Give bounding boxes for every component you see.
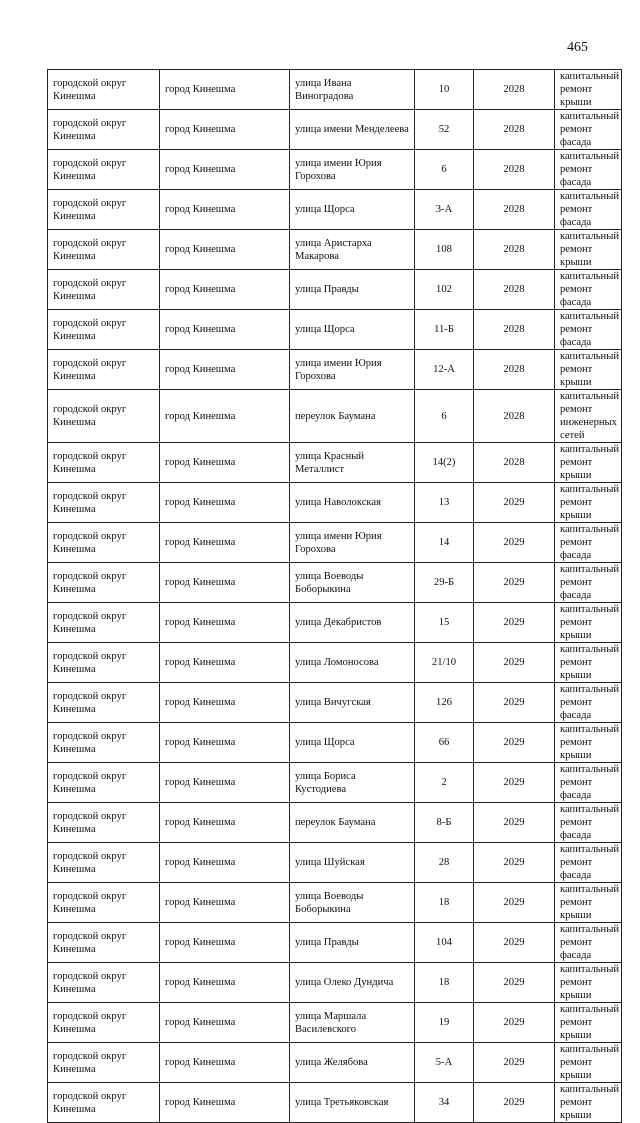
- table-row: [48, 110, 622, 150]
- street-cell: улица Красный Металлист: [290, 443, 415, 483]
- street-cell: улица Аристарха Макарова: [290, 230, 415, 270]
- year-cell: 2028: [474, 270, 555, 310]
- work-type-cell: капитальный ремонт фасада: [555, 270, 622, 310]
- city-cell: город Кинешма: [160, 230, 290, 270]
- house-number-cell: 19: [415, 1003, 474, 1043]
- city-cell: город Кинешма: [160, 643, 290, 683]
- table-row: [48, 803, 622, 843]
- table-row: [48, 643, 622, 683]
- house-number-cell: 126: [415, 683, 474, 723]
- work-type-cell: капитальный ремонт крыши: [555, 723, 622, 763]
- table-row: [48, 843, 622, 883]
- table-row: [48, 1043, 622, 1083]
- city-cell: город Кинешма: [160, 310, 290, 350]
- district-cell: городской округ Кинешма: [48, 70, 160, 110]
- district-cell: городской округ Кинешма: [48, 483, 160, 523]
- work-type-cell: капитальный ремонт крыши: [555, 643, 622, 683]
- street-cell: улица Третьяковская: [290, 1083, 415, 1123]
- street-cell: улица Правды: [290, 923, 415, 963]
- street-cell: улица Маршала Василевского: [290, 1003, 415, 1043]
- city-cell: город Кинешма: [160, 923, 290, 963]
- work-type-cell: капитальный ремонт крыши: [555, 883, 622, 923]
- table-row: [48, 310, 622, 350]
- work-type-cell: капитальный ремонт фасада: [555, 923, 622, 963]
- year-cell: 2029: [474, 523, 555, 563]
- year-cell: 2029: [474, 483, 555, 523]
- work-type-cell: капитальный ремонт фасада: [555, 563, 622, 603]
- house-number-cell: 21/10: [415, 643, 474, 683]
- table-row: [48, 883, 622, 923]
- year-cell: 2029: [474, 643, 555, 683]
- house-number-cell: 28: [415, 843, 474, 883]
- district-cell: городской округ Кинешма: [48, 803, 160, 843]
- street-cell: улица Наволокская: [290, 483, 415, 523]
- house-number-cell: 8-Б: [415, 803, 474, 843]
- district-cell: городской округ Кинешма: [48, 310, 160, 350]
- year-cell: 2029: [474, 723, 555, 763]
- year-cell: 2029: [474, 923, 555, 963]
- work-type-cell: капитальный ремонт фасада: [555, 523, 622, 563]
- city-cell: город Кинешма: [160, 70, 290, 110]
- district-cell: городской округ Кинешма: [48, 390, 160, 443]
- district-cell: городской округ Кинешма: [48, 963, 160, 1003]
- street-cell: улица Олеко Дундича: [290, 963, 415, 1003]
- work-type-cell: капитальный ремонт крыши: [555, 1003, 622, 1043]
- work-type-cell: капитальный ремонт крыши: [555, 963, 622, 1003]
- city-cell: город Кинешма: [160, 683, 290, 723]
- street-cell: улица Щорса: [290, 190, 415, 230]
- table-row: [48, 523, 622, 563]
- street-cell: улица Декабристов: [290, 603, 415, 643]
- district-cell: городской округ Кинешма: [48, 523, 160, 563]
- table-row: [48, 603, 622, 643]
- district-cell: городской округ Кинешма: [48, 110, 160, 150]
- house-number-cell: 5-А: [415, 1043, 474, 1083]
- work-type-cell: капитальный ремонт фасада: [555, 190, 622, 230]
- work-type-cell: капитальный ремонт инженерных сетей: [555, 390, 622, 443]
- city-cell: город Кинешма: [160, 723, 290, 763]
- district-cell: городской округ Кинешма: [48, 270, 160, 310]
- house-number-cell: 6: [415, 390, 474, 443]
- year-cell: 2029: [474, 1083, 555, 1123]
- street-cell: улица Вичугская: [290, 683, 415, 723]
- street-cell: улица имени Юрия Горохова: [290, 523, 415, 563]
- district-cell: городской округ Кинешма: [48, 603, 160, 643]
- city-cell: город Кинешма: [160, 1043, 290, 1083]
- street-cell: переулок Баумана: [290, 390, 415, 443]
- house-number-cell: 34: [415, 1083, 474, 1123]
- district-cell: городской округ Кинешма: [48, 230, 160, 270]
- year-cell: 2028: [474, 110, 555, 150]
- table-row: [48, 483, 622, 523]
- work-type-cell: капитальный ремонт фасада: [555, 310, 622, 350]
- table-row: [48, 563, 622, 603]
- district-cell: городской округ Кинешма: [48, 1003, 160, 1043]
- city-cell: город Кинешма: [160, 563, 290, 603]
- district-cell: городской округ Кинешма: [48, 1043, 160, 1083]
- street-cell: улица Правды: [290, 270, 415, 310]
- table-row: [48, 270, 622, 310]
- district-cell: городской округ Кинешма: [48, 190, 160, 230]
- year-cell: 2029: [474, 883, 555, 923]
- table-row: [48, 723, 622, 763]
- year-cell: 2029: [474, 1043, 555, 1083]
- district-cell: городской округ Кинешма: [48, 563, 160, 603]
- house-number-cell: 15: [415, 603, 474, 643]
- table-row: [48, 1003, 622, 1043]
- street-cell: улица Щорса: [290, 310, 415, 350]
- year-cell: 2029: [474, 683, 555, 723]
- city-cell: город Кинешма: [160, 523, 290, 563]
- district-cell: городской округ Кинешма: [48, 643, 160, 683]
- street-cell: улица Ломоносова: [290, 643, 415, 683]
- district-cell: городской округ Кинешма: [48, 683, 160, 723]
- street-cell: улица имени Юрия Горохова: [290, 350, 415, 390]
- city-cell: город Кинешма: [160, 1003, 290, 1043]
- house-number-cell: 18: [415, 883, 474, 923]
- year-cell: 2028: [474, 230, 555, 270]
- year-cell: 2028: [474, 310, 555, 350]
- year-cell: 2029: [474, 1003, 555, 1043]
- district-cell: городской округ Кинешма: [48, 723, 160, 763]
- city-cell: город Кинешма: [160, 150, 290, 190]
- table-row: [48, 190, 622, 230]
- table-row: [48, 923, 622, 963]
- city-cell: город Кинешма: [160, 350, 290, 390]
- page-number: 465: [567, 40, 588, 55]
- year-cell: 2029: [474, 963, 555, 1003]
- city-cell: город Кинешма: [160, 843, 290, 883]
- house-number-cell: 29-Б: [415, 563, 474, 603]
- work-type-cell: капитальный ремонт крыши: [555, 230, 622, 270]
- house-number-cell: 52: [415, 110, 474, 150]
- work-type-cell: капитальный ремонт фасада: [555, 803, 622, 843]
- year-cell: 2028: [474, 190, 555, 230]
- year-cell: 2028: [474, 350, 555, 390]
- house-number-cell: 2: [415, 763, 474, 803]
- year-cell: 2028: [474, 150, 555, 190]
- city-cell: город Кинешма: [160, 190, 290, 230]
- district-cell: городской округ Кинешма: [48, 763, 160, 803]
- table-row: [48, 70, 622, 110]
- city-cell: город Кинешма: [160, 963, 290, 1003]
- work-type-cell: капитальный ремонт крыши: [555, 1043, 622, 1083]
- house-number-cell: 66: [415, 723, 474, 763]
- table-row: [48, 230, 622, 270]
- city-cell: город Кинешма: [160, 483, 290, 523]
- city-cell: город Кинешма: [160, 803, 290, 843]
- year-cell: 2029: [474, 763, 555, 803]
- table-row: [48, 443, 622, 483]
- street-cell: улица Желябова: [290, 1043, 415, 1083]
- house-number-cell: 14(2): [415, 443, 474, 483]
- work-type-cell: капитальный ремонт фасада: [555, 763, 622, 803]
- house-number-cell: 6: [415, 150, 474, 190]
- work-type-cell: капитальный ремонт фасада: [555, 110, 622, 150]
- city-cell: город Кинешма: [160, 883, 290, 923]
- district-cell: городской округ Кинешма: [48, 923, 160, 963]
- house-number-cell: 104: [415, 923, 474, 963]
- street-cell: улица Ивана Виноградова: [290, 70, 415, 110]
- street-cell: улица имени Юрия Горохова: [290, 150, 415, 190]
- district-cell: городской округ Кинешма: [48, 443, 160, 483]
- house-number-cell: 3-А: [415, 190, 474, 230]
- district-cell: городской округ Кинешма: [48, 150, 160, 190]
- city-cell: город Кинешма: [160, 110, 290, 150]
- house-number-cell: 10: [415, 70, 474, 110]
- work-type-cell: капитальный ремонт фасада: [555, 843, 622, 883]
- year-cell: 2029: [474, 803, 555, 843]
- year-cell: 2028: [474, 390, 555, 443]
- table-body: [48, 70, 622, 1123]
- table-row: [48, 150, 622, 190]
- city-cell: город Кинешма: [160, 390, 290, 443]
- table-row: [48, 1083, 622, 1123]
- work-type-cell: капитальный ремонт крыши: [555, 603, 622, 643]
- house-number-cell: 18: [415, 963, 474, 1003]
- house-number-cell: 11-Б: [415, 310, 474, 350]
- city-cell: город Кинешма: [160, 443, 290, 483]
- table-row: [48, 963, 622, 1003]
- work-type-cell: капитальный ремонт крыши: [555, 350, 622, 390]
- table-row: [48, 763, 622, 803]
- district-cell: городской округ Кинешма: [48, 883, 160, 923]
- street-cell: улица Бориса Кустодиева: [290, 763, 415, 803]
- table-row: [48, 390, 622, 443]
- house-number-cell: 108: [415, 230, 474, 270]
- house-number-cell: 12-А: [415, 350, 474, 390]
- street-cell: улица Воеводы Боборыкина: [290, 563, 415, 603]
- work-type-cell: капитальный ремонт крыши: [555, 70, 622, 110]
- year-cell: 2029: [474, 603, 555, 643]
- street-cell: улица Воеводы Боборыкина: [290, 883, 415, 923]
- work-type-cell: капитальный ремонт крыши: [555, 1083, 622, 1123]
- district-cell: городской округ Кинешма: [48, 843, 160, 883]
- house-number-cell: 102: [415, 270, 474, 310]
- work-type-cell: капитальный ремонт крыши: [555, 483, 622, 523]
- year-cell: 2029: [474, 563, 555, 603]
- work-type-cell: капитальный ремонт крыши: [555, 443, 622, 483]
- work-type-cell: капитальный ремонт фасада: [555, 150, 622, 190]
- city-cell: город Кинешма: [160, 270, 290, 310]
- house-number-cell: 13: [415, 483, 474, 523]
- city-cell: город Кинешма: [160, 603, 290, 643]
- street-cell: переулок Баумана: [290, 803, 415, 843]
- work-type-cell: капитальный ремонт фасада: [555, 683, 622, 723]
- street-cell: улица Шуйская: [290, 843, 415, 883]
- city-cell: город Кинешма: [160, 1083, 290, 1123]
- street-cell: улица Щорса: [290, 723, 415, 763]
- year-cell: 2028: [474, 70, 555, 110]
- year-cell: 2029: [474, 843, 555, 883]
- table-row: [48, 350, 622, 390]
- city-cell: город Кинешма: [160, 763, 290, 803]
- street-cell: улица имени Менделеева: [290, 110, 415, 150]
- district-cell: городской округ Кинешма: [48, 350, 160, 390]
- year-cell: 2028: [474, 443, 555, 483]
- table-row: [48, 683, 622, 723]
- house-number-cell: 14: [415, 523, 474, 563]
- repair-schedule-table: [47, 69, 622, 1123]
- district-cell: городской округ Кинешма: [48, 1083, 160, 1123]
